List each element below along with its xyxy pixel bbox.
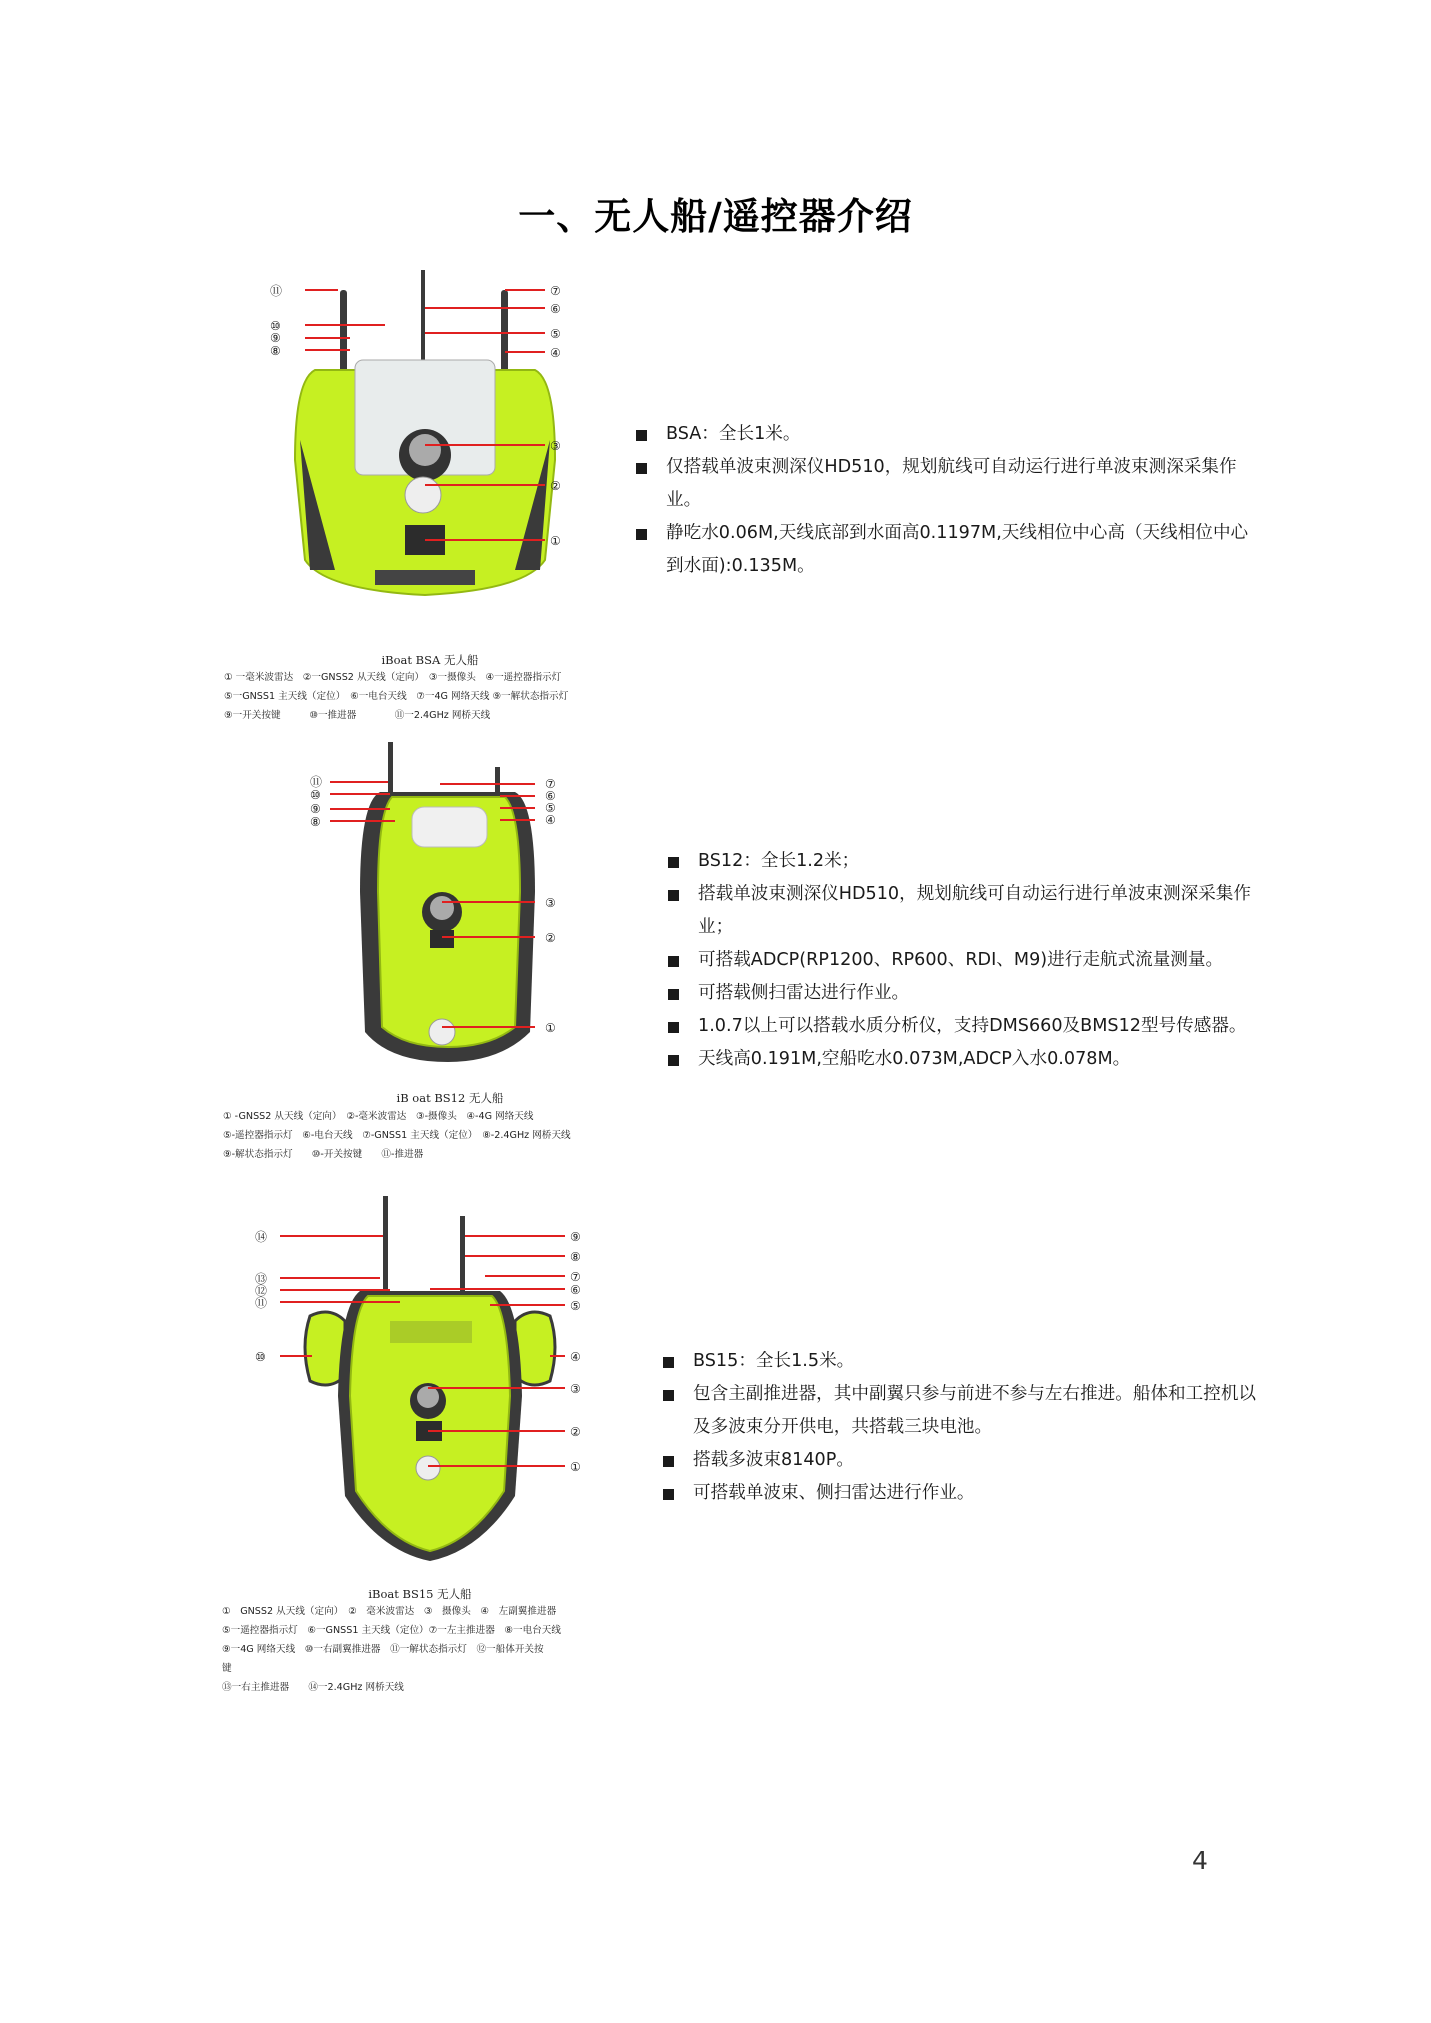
callout-label: ⑤ <box>570 1299 581 1313</box>
spec-item: 可搭载ADCP(RP1200、RP600、RDI、M9)进行走航式流量测量。 <box>668 944 1268 977</box>
boat-bs12-figure <box>300 742 590 1072</box>
boat-bsa-specs <box>636 418 1256 583</box>
spec-item: 搭载多波束8140P。 <box>663 1444 1263 1477</box>
callout-label: ⑩ <box>270 319 281 333</box>
page-title: 一、无人船/遥控器介绍 <box>518 195 913 238</box>
callout-label: ⑤ <box>550 327 561 341</box>
callout-label: ② <box>570 1425 581 1439</box>
callout-label: ⑦ <box>545 777 556 791</box>
boat-bsa-figure <box>255 240 595 620</box>
callout-label: ④ <box>570 1350 581 1364</box>
callout-label: ⑧ <box>570 1250 581 1264</box>
spec-item: 搭载单波束测深仪HD510，规划航线可自动运行进行单波束测深采集作业； <box>668 878 1268 944</box>
callout-label: ⑪ <box>310 775 323 789</box>
callout-label: ② <box>545 931 556 945</box>
spec-item: 天线高0.191M,空船吃水0.073M,ADCP入水0.078M。 <box>668 1043 1268 1076</box>
callout-label: ⑥ <box>545 789 556 803</box>
boat-bsa-image <box>255 240 595 620</box>
boat-bs15-caption: iBoat BS15 无人船 <box>368 1587 472 1601</box>
callout-label: ① <box>550 534 561 548</box>
callout-label: ⑫ <box>255 1284 268 1298</box>
legend-line: ⑤一GNSS1 主天线（定位） ⑥一电台天线 ⑦一4G 网络天线 ⑨一解状态指示灯 <box>224 691 569 702</box>
boat-bs15-legend <box>222 1602 561 1697</box>
callout-label: ⑨ <box>310 802 321 816</box>
callout-label: ① <box>545 1021 556 1035</box>
spec-item: 可搭载侧扫雷达进行作业。 <box>668 977 1268 1010</box>
legend-line: ⑤一遥控器指示灯 ⑥一GNSS1 主天线（定位）⑦一左主推进器 ⑧一电台天线 <box>222 1625 561 1636</box>
callout-label: ① <box>570 1460 581 1474</box>
legend-line: ① 一毫米波雷达 ②一GNSS2 从天线（定向） ③一摄像头 ④一遥控器指示灯 <box>224 672 562 683</box>
callout-label: ⑭ <box>255 1230 268 1244</box>
callout-label: ⑦ <box>570 1270 581 1284</box>
boat-bs12-image <box>300 742 590 1072</box>
callout-label: ⑧ <box>310 815 321 829</box>
callout-label: ⑤ <box>545 801 556 815</box>
spec-item: 仅搭载单波束测深仪HD510，规划航线可自动运行进行单波束测深采集作业。 <box>636 451 1256 517</box>
callout-label: ③ <box>550 439 561 453</box>
boat-bsa-caption: iBoat BSA 无人船 <box>381 653 479 667</box>
callout-label: ③ <box>545 896 556 910</box>
callout-label: ⑪ <box>255 1296 268 1310</box>
callout-label: ③ <box>570 1382 581 1396</box>
spec-item: 静吃水0.06M,天线底部到水面高0.1197M,天线相位中心高（天线相位中心到水面):0.135M。 <box>636 517 1256 583</box>
boat-bs15-figure <box>250 1196 610 1566</box>
boat-bs15-specs <box>663 1345 1263 1510</box>
boat-bs12-specs <box>668 845 1268 1076</box>
callout-label: ② <box>550 479 561 493</box>
callout-label: ④ <box>550 346 561 360</box>
boat-bsa-legend <box>224 668 568 725</box>
spec-item: BSA：全长1米。 <box>636 418 1256 451</box>
boat-bs12-caption: iB oat BS12 无人船 <box>396 1091 504 1105</box>
callout-label: ⑨ <box>270 331 281 345</box>
callout-label: ⑥ <box>550 302 561 316</box>
callout-label: ⑥ <box>570 1283 581 1297</box>
callout-label: ⑪ <box>270 284 283 298</box>
legend-line: ⑨一开关按键 ⑩一推进器 ⑪一2.4GHz 网桥天线 <box>224 710 491 721</box>
callout-label: ⑩ <box>310 788 321 802</box>
spec-item: 可搭载单波束、侧扫雷达进行作业。 <box>663 1477 1263 1510</box>
spec-item: BS15：全长1.5米。 <box>663 1345 1263 1378</box>
legend-line: ⑨一4G 网络天线 ⑩一右副翼推进器 ⑪一解状态指示灯 ⑫一船体开关按 <box>222 1644 544 1655</box>
legend-line: ⑬一右主推进器 ⑭一2.4GHz 网桥天线 <box>222 1682 404 1693</box>
legend-line: ① -GNSS2 从天线（定向） ②-毫米波雷达 ③-摄像头 ④-4G 网络天线 <box>223 1111 534 1122</box>
legend-line: 键 <box>222 1663 232 1674</box>
callout-label: ⑩ <box>255 1350 266 1364</box>
legend-line: ⑨-解状态指示灯 ⑩-开关按键 ⑪-推进器 <box>223 1149 424 1160</box>
boat-bs15-image <box>250 1196 610 1566</box>
spec-item: 1.0.7以上可以搭载水质分析仪，支持DMS660及BMS12型号传感器。 <box>668 1010 1268 1043</box>
spec-item: 包含主副推进器，其中副翼只参与前进不参与左右推进。船体和工控机以及多波束分开供电，共搭载三块电池。 <box>663 1378 1263 1444</box>
callout-label: ⑧ <box>270 344 281 358</box>
callout-label: ⑬ <box>255 1272 268 1286</box>
legend-line: ① GNSS2 从天线（定向） ② 毫米波雷达 ③ 摄像头 ④ 左副翼推进器 <box>222 1606 557 1617</box>
boat-bs12-legend <box>223 1107 571 1164</box>
callout-label: ④ <box>545 813 556 827</box>
page-number: 4 <box>1192 1846 1208 1875</box>
callout-label: ⑦ <box>550 284 561 298</box>
legend-line: ⑤-遥控器指示灯 ⑥-电台天线 ⑦-GNSS1 主天线（定位） ⑧-2.4GHz 网桥天线 <box>223 1130 571 1141</box>
callout-label: ⑨ <box>570 1230 581 1244</box>
spec-item: BS12：全长1.2米； <box>668 845 1268 878</box>
